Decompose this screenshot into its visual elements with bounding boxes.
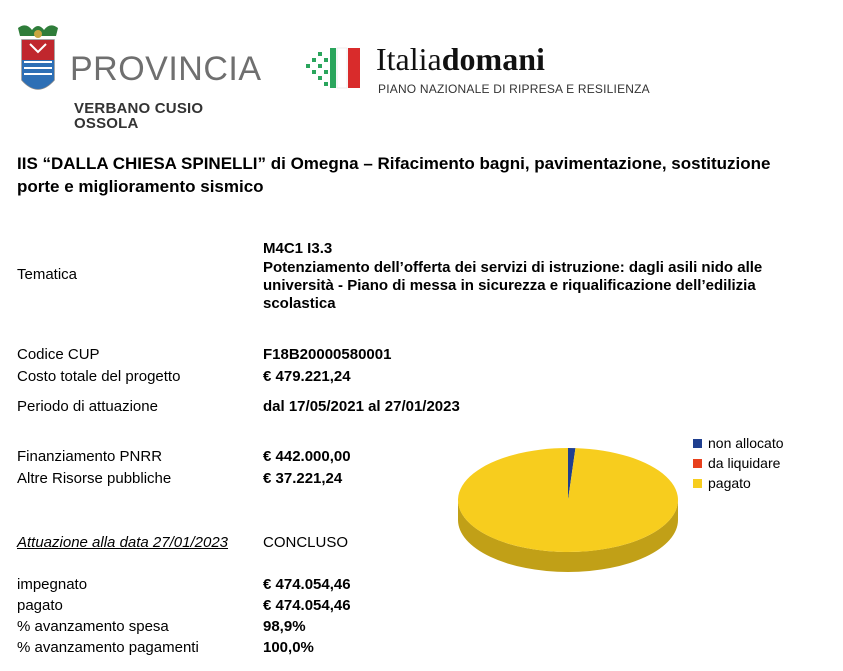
italiadomani-word-light: Italia	[376, 41, 442, 77]
avanzamento-spesa-label: % avanzamento spesa	[17, 618, 169, 635]
italiadomani-logo	[304, 40, 684, 100]
chart-legend	[693, 433, 784, 493]
avanzamento-pagamenti-label: % avanzamento pagamenti	[17, 639, 199, 656]
pnrr-label: Finanziamento PNRR	[17, 448, 163, 465]
provincia-subtitle: VERBANO CUSIO OSSOLA	[74, 100, 204, 132]
legend-item	[693, 453, 784, 473]
italiadomani-word-bold: domani	[441, 41, 545, 77]
pie-chart	[450, 440, 690, 590]
periodo-label: Periodo di attuazione	[17, 398, 158, 415]
legend-label: da liquidare	[708, 455, 781, 471]
legend-swatch	[693, 479, 702, 488]
cup-label: Codice CUP	[17, 346, 100, 363]
legend-item	[693, 473, 784, 493]
tematica-code: M4C1 I3.3	[263, 240, 333, 257]
attuazione-status: CONCLUSO	[263, 534, 349, 551]
pie-top	[458, 448, 678, 552]
provincia-logo	[12, 22, 262, 132]
altre-risorse-value: € 37.221,24	[263, 470, 343, 487]
cup-value: F18B20000580001	[263, 346, 392, 363]
avanzamento-spesa-value: 98,9%	[263, 618, 306, 635]
tematica-description: Potenziamento dell’offerta dei servizi di istruzione: dagli asili nido alle università - Piano di messa in sicurezza e riqualificazione dell’edilizia scolastica	[263, 259, 763, 312]
impegnato-value: € 474.054,46	[263, 576, 351, 593]
legend-swatch	[693, 439, 702, 448]
pie-slice-pagato	[458, 448, 678, 552]
costo-value: € 479.221,24	[263, 368, 351, 385]
italiadomani-subtitle: PIANO NAZIONALE DI RIPRESA E RESILIENZA	[378, 82, 650, 96]
costo-label: Costo totale del progetto	[17, 368, 181, 385]
provincia-crest-icon	[12, 22, 64, 100]
italiadomani-wordmark	[376, 40, 545, 78]
pnrr-value: € 442.000,00	[263, 448, 351, 465]
altre-risorse-label: Altre Risorse pubbliche	[17, 470, 172, 487]
legend-label: non allocato	[708, 435, 784, 451]
pagato-value: € 474.054,46	[263, 597, 351, 614]
legend-label: pagato	[708, 475, 751, 491]
impegnato-label: impegnato	[17, 576, 88, 593]
legend-item	[693, 433, 784, 453]
legend-swatch	[693, 459, 702, 468]
provincia-wordmark: PROVINCIA	[70, 50, 262, 88]
attuazione-label: Attuazione alla data 27/01/2023	[17, 534, 229, 551]
tematica-label: Tematica	[17, 266, 78, 283]
page-title: IIS “DALLA CHIESA SPINELLI” di Omegna – Rifacimento bagni, pavimentazione, sostituzione porte e miglioramento sismico	[17, 154, 771, 196]
pagato-label: pagato	[17, 597, 63, 614]
periodo-value: dal 17/05/2021 al 27/01/2023	[263, 398, 460, 415]
italia-flag-icon	[304, 46, 364, 92]
avanzamento-pagamenti-value: 100,0%	[263, 639, 314, 656]
